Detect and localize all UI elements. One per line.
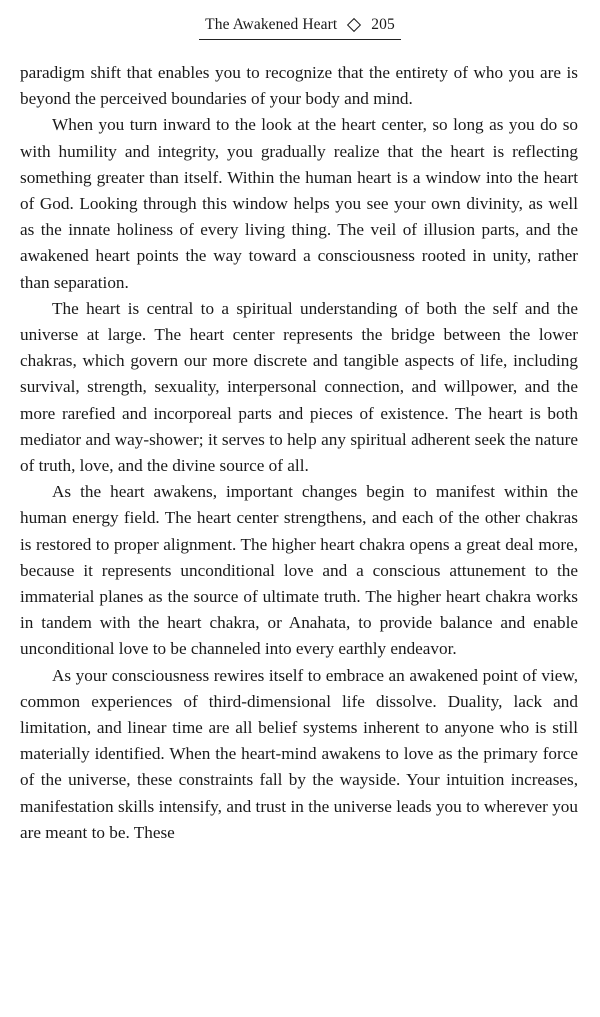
page-number: 205	[371, 16, 395, 33]
paragraph: As the heart awakens, important changes begin to manifest within the human energy field. The heart center strengthens, and each of the other chakras is restored to proper alignment. The higher heart chakra opens a great deal more, because it represents unconditional love and a conscious attunement to the immaterial planes as the source of ultimate truth. The higher heart chakra works in tandem with the heart chakra, or Anahata, to provide balance and enable unconditional love to be channeled into every earthly endeavor.	[20, 482, 578, 659]
running-head-rule	[199, 16, 401, 40]
paragraph-continued: paradigm shift that enables you to recognize that the entirety of who you are is beyond the perceived boundaries of your body and mind.	[20, 63, 578, 109]
paragraph: When you turn inward to the look at the heart center, so long as you do so with humility and integrity, you gradually realize that the heart is reflecting something greater than itself. Within the human heart is a window into the heart of God. Looking through this window helps you see your own divinity, as well as the innate holiness of every living thing. The veil of illusion parts, and the awakened heart points the way toward a consciousness rooted in unity, rather than separation.	[20, 115, 578, 292]
paragraph: As your consciousness rewires itself to embrace an awakened point of view, common experiences of third-dimensional life dissolve. Duality, lack and limitation, and linear time are all belief systems inherent to anyone who is still materially identified. When the heart-mind awakens to love as the primary force of the universe, these constraints fall by the wayside. Your intuition increases, manifestation skills intensify, and trust in the universe leads you to wherever you are meant to be. These	[20, 665, 578, 842]
body-text	[20, 60, 578, 846]
book-title: The Awakened Heart	[205, 16, 338, 33]
paragraph: The heart is central to a spiritual understanding of both the self and the universe at large. The heart center represents the bridge between the lower chakras, which govern our more discrete and tangible aspects of life, including survival, strength, sexuality, interpersonal connection, and willpower, and the more rarefied and incorporeal parts and pieces of existence. The heart is both mediator and way-shower; it serves to help any spiritual adherent seek the nature of truth, love, and the divine source of all.	[20, 298, 578, 476]
diamond-icon	[347, 18, 361, 32]
running-head	[0, 16, 600, 40]
